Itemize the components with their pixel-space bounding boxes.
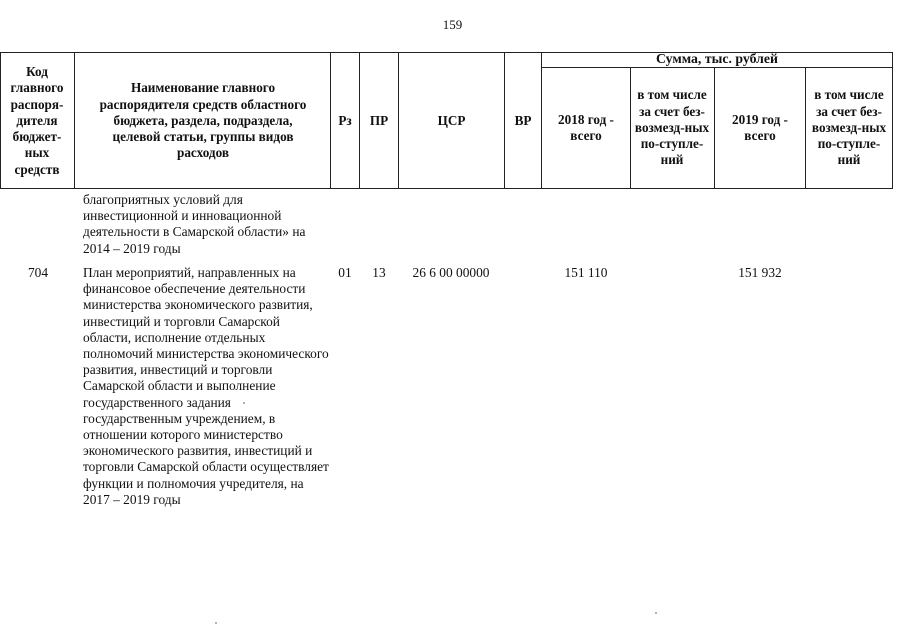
scan-speck [215, 622, 217, 624]
header-name: Наименование главного распорядителя средств областного бюджета, раздела, подраздела, целевой статьи, группы видов расходов [99, 80, 307, 161]
header-bottom-rule [0, 188, 893, 189]
col-rule [805, 67, 806, 189]
header-vr: ВР [514, 112, 532, 128]
scan-speck [243, 402, 245, 404]
col-rule [630, 67, 631, 189]
header-code: Код главного распоря-дителя бюджет-ных средств [10, 64, 64, 177]
row-name-continuation: благоприятных условий для инвестиционной и инновационной деятельности в Самарской области» на 2014 – 2019 годы [83, 192, 306, 256]
row-2018-total: 151 110 [564, 265, 608, 280]
header-pr: ПР [369, 112, 389, 128]
col-rule [74, 52, 75, 189]
header-sum-group: Сумма, тыс. рублей [656, 51, 778, 67]
scan-speck [655, 612, 657, 614]
row-2019-total: 151 932 [738, 265, 782, 280]
row-code: 704 [27, 265, 49, 280]
row-csr: 26 6 00 00000 [412, 265, 490, 280]
header-2019-total: 2019 год - всего [732, 111, 788, 143]
col-rule [541, 52, 542, 189]
table-header [0, 52, 893, 189]
col-rule [0, 52, 1, 189]
row-rz: 01 [338, 265, 352, 280]
header-2018-total: 2018 год - всего [558, 111, 614, 143]
row-pr: 13 [372, 265, 386, 280]
page-number: 159 [442, 17, 463, 32]
header-2019-gratuitous: в том числе за счет без-возмезд-ных по-ступле-ний [811, 87, 887, 168]
header-rz: Рз [338, 112, 352, 128]
header-csr: ЦСР [437, 112, 466, 128]
header-2018-gratuitous: в том числе за счет без-возмезд-ных по-ступле-ний [634, 87, 710, 168]
col-rule [892, 52, 893, 189]
col-rule [714, 67, 715, 189]
row-name: План мероприятий, направленных на финансовое обеспечение деятельности министерства экономического развития, инвестиций и торговли Самарской области, исполнение отдельных полномочий министерства экономического развития, инвестиций и торговли Самарской области и выполнение государственного задания государственным учреждением, в отношении которого министерство экономического развития, инвестиций и торговли Самарской области осуществляет функции и полномочия учредителя, на 2017 – 2019 годы [83, 265, 329, 507]
